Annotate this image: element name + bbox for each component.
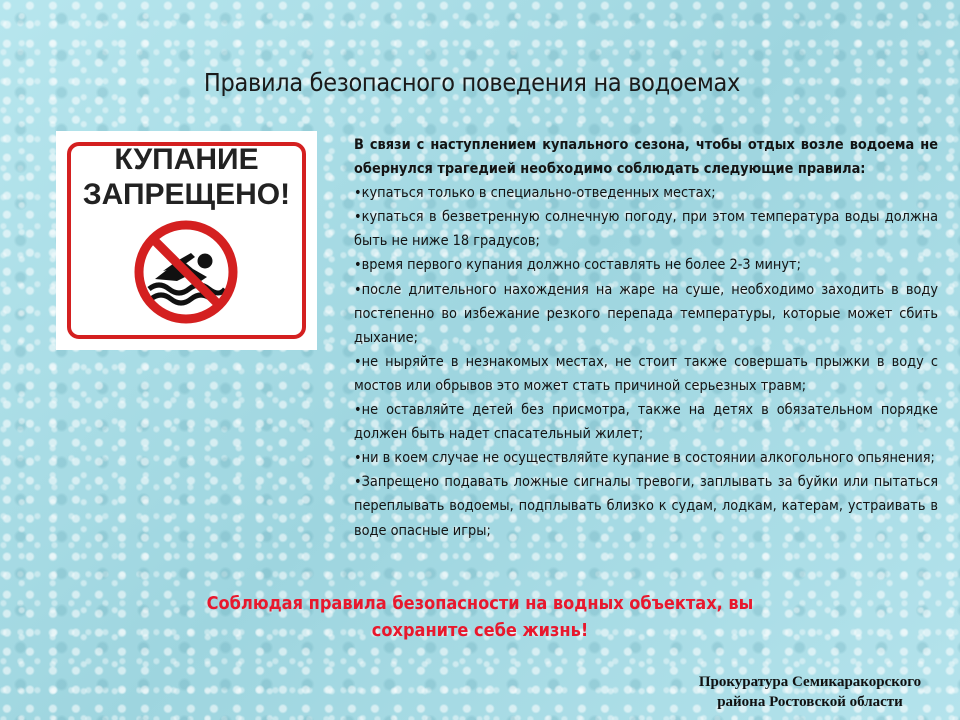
no-swimming-icon	[133, 219, 239, 325]
footer-organization	[660, 672, 960, 712]
rule-item: •после длительного нахождения на жаре на суше, необходимо заходить в воду постепенно во избежание резкого перепада температуры, которые может сбить дыхание;	[354, 281, 938, 346]
footer-line2: района Ростовской области	[717, 694, 903, 710]
rule-item: •не оставляйте детей без присмотра, также на детях в обязательном порядке должен быть надет спасательный жилет;	[354, 402, 938, 443]
rule-item: •ни в коем случае не осуществляйте купание в состоянии алкогольного опьянения;	[354, 450, 935, 467]
sign-text-line2: ЗАПРЕЩЕНО!	[82, 178, 291, 211]
rules-intro: В связи с наступлением купального сезона, чтобы отдых возле водоема не обернулся трагедией необходимо соблюдать следующие правила:	[354, 137, 938, 178]
rules-text	[354, 133, 938, 543]
rule-item: •Запрещено подавать ложные сигналы тревоги, заплывать за буйки или пытаться переплывать водоемы, подплывать близко к судам, лодкам, катерам, устраивать в воде опасные игры;	[354, 474, 938, 539]
rule-item: •не ныряйте в незнакомых местах, не стоит также совершать прыжки в воду с мостов или обрывов это может стать причиной серьезных травм;	[354, 353, 938, 394]
footer-line1: Прокуратура Семикаракорского	[698, 674, 922, 690]
safety-callout	[180, 590, 780, 644]
callout-line2: сохраните себе жизнь!	[371, 620, 589, 641]
page-title: Правила безопасного поведения на водоемах	[203, 68, 741, 97]
rule-item: •время первого купания должно составлять не более 2-3 минут;	[354, 257, 801, 274]
callout-line1: Соблюдая правила безопасности на водных объектах, вы	[206, 593, 754, 614]
no-swimming-sign	[56, 131, 317, 350]
rule-item: •купаться в безветренную солнечную погоду, при этом температура воды должна быть не ниже 18 градусов;	[354, 209, 938, 250]
sign-text-line1: КУПАНИЕ	[114, 143, 259, 176]
rule-item: •купаться только в специально-отведенных местах;	[354, 185, 716, 202]
